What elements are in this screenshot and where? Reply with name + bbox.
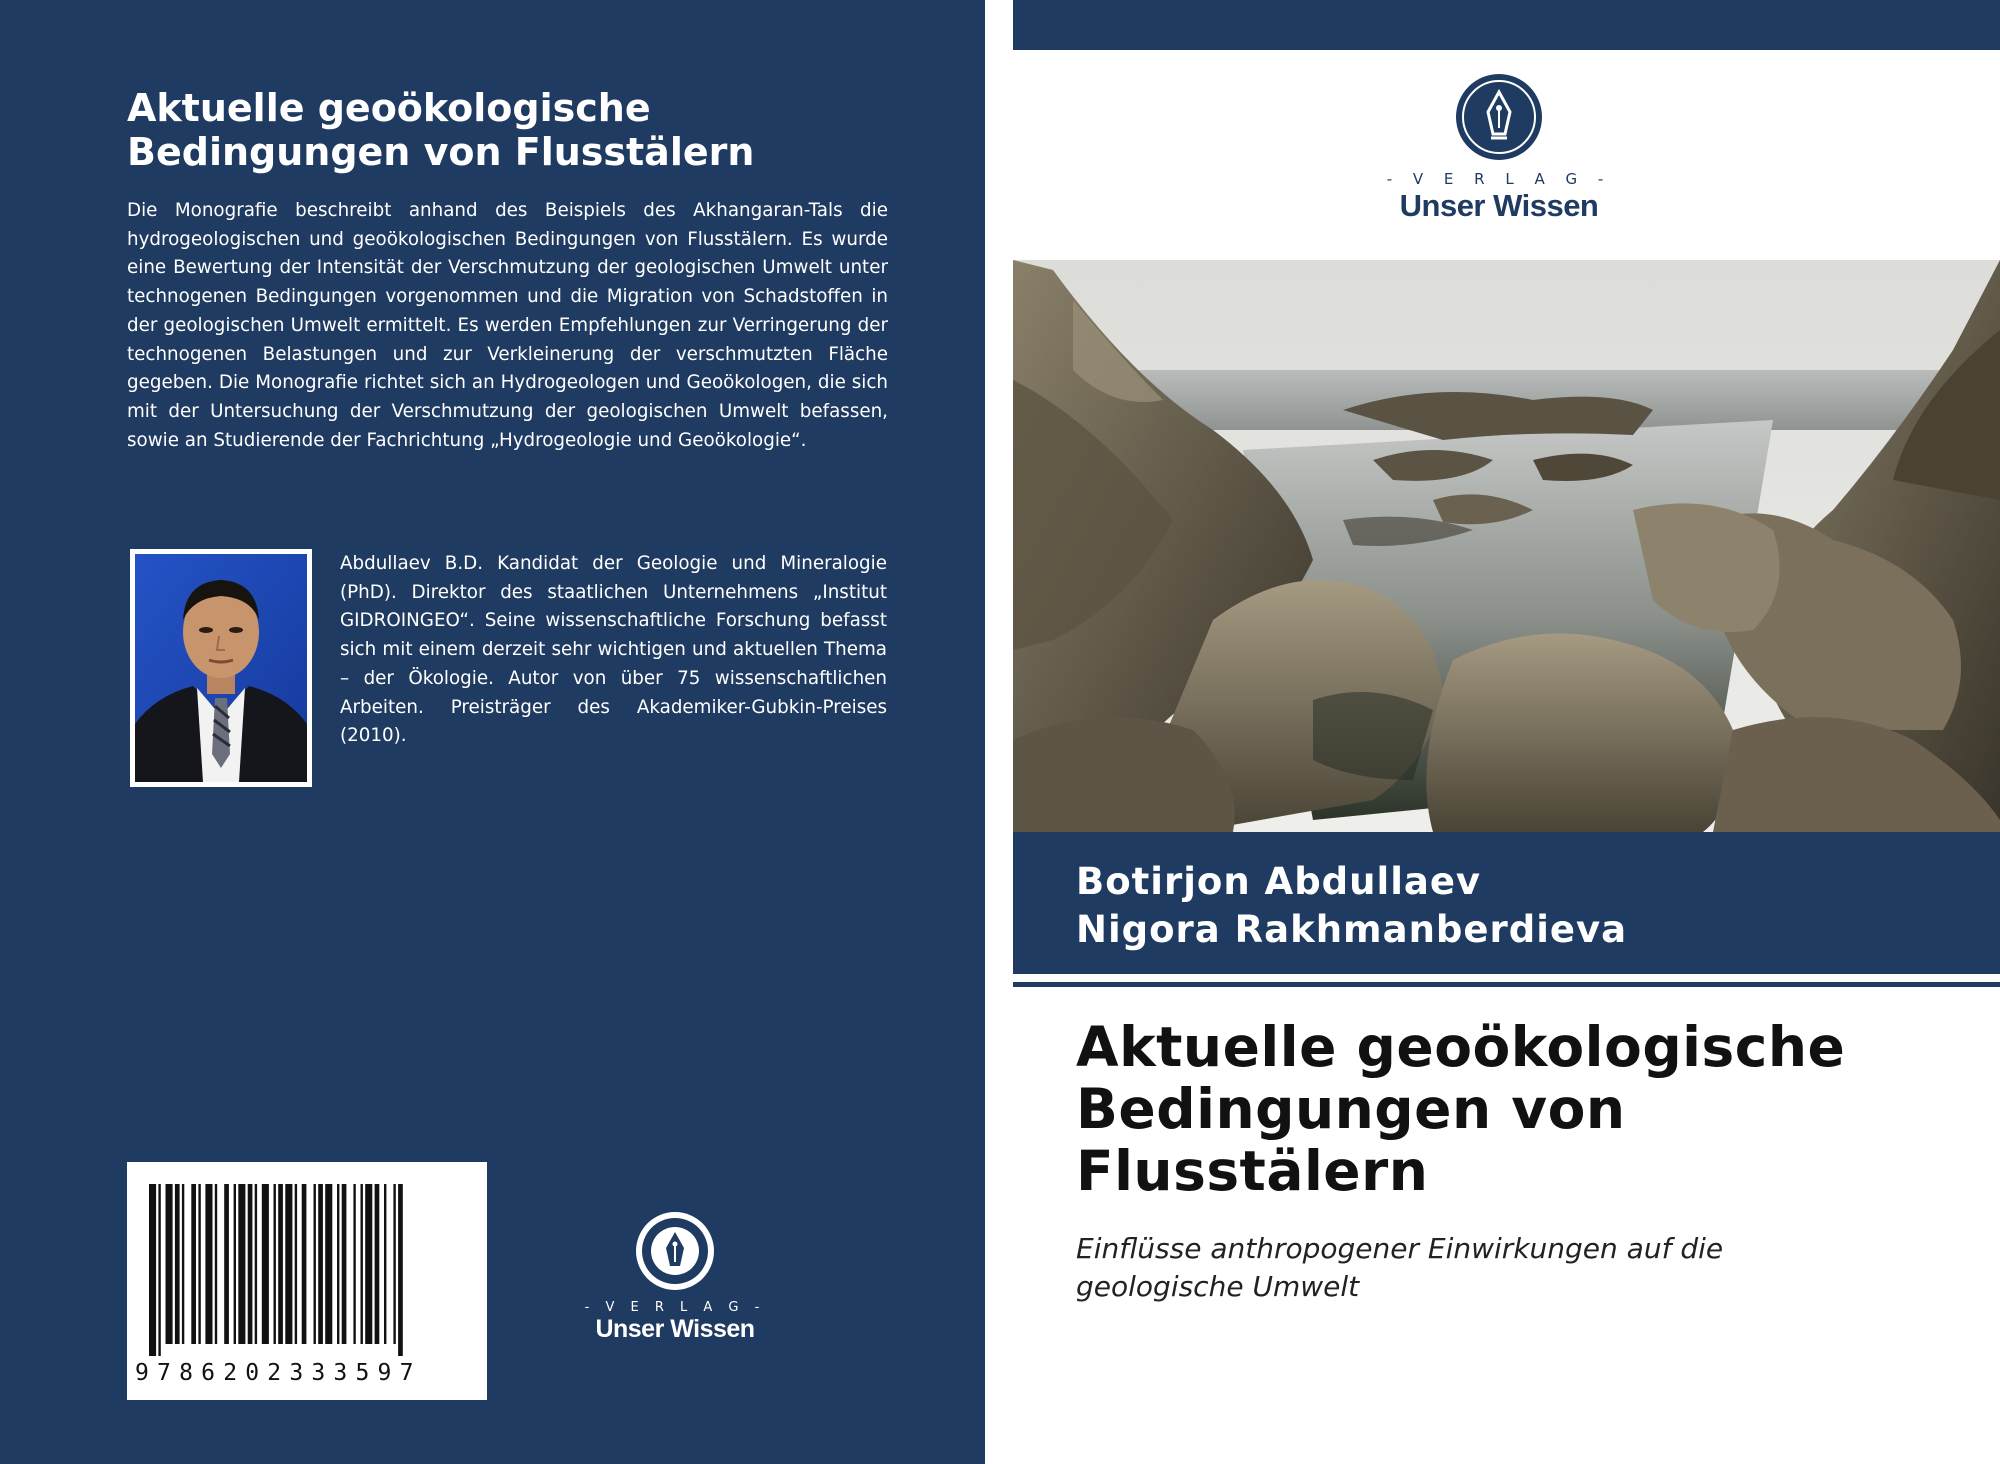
author-photo — [130, 549, 312, 787]
barcode-bar — [295, 1184, 297, 1344]
barcode-bar — [314, 1184, 316, 1344]
barcode-bar — [278, 1184, 283, 1344]
barcode-bar — [158, 1184, 160, 1356]
author-name-2: Nigora Rakhmanberdieva — [1076, 908, 1628, 951]
barcode-bar — [274, 1184, 276, 1344]
author-portrait — [135, 554, 307, 782]
barcode-bar — [224, 1184, 229, 1344]
back-publisher-logo — [570, 1210, 780, 1344]
barcode-bar — [318, 1184, 323, 1344]
barcode-bar — [262, 1184, 269, 1344]
divider-rule — [1013, 982, 2000, 987]
isbn-barcode — [127, 1162, 487, 1400]
front-cover — [1013, 0, 2000, 1464]
barcode-bars — [127, 1162, 487, 1362]
barcode-bar — [182, 1184, 184, 1344]
barcode-bar — [361, 1184, 363, 1344]
front-publisher-logo — [1359, 72, 1639, 224]
front-cover-title: Aktuelle geoökologische Bedingungen von Flusstälern — [1076, 1015, 1846, 1203]
barcode-bar — [149, 1184, 156, 1356]
barcode-bar — [384, 1184, 386, 1344]
barcode-bar — [365, 1184, 372, 1344]
back-cover-description: Die Monografie beschreibt anhand des Beispiels des Akhangaran-Tals die hydrogeologischen und geoökologischen Bedingungen von Flusstälern. Es wurde eine Bewertung der Intensität der Verschmutzung der geologischen Umwelt unter technogenen Bedingungen vorgenommen und die Migration von Schadstoffen in der geologischen Umwelt ermittelt. Es werden Empfehlungen zur Verringerung der technogenen Belastungen und zur Verkleinerung der verschmutzten Fläche gegeben. Die Monografie richtet sich an Hydrogeologen und Geoökologen, die sich mit der Untersuchung der Verschmutzung der geologischen Umwelt befassen, sowie an Studierende der Fachrichtung „Hydrogeologie und Geoökologie“. — [127, 200, 888, 451]
front-cover-subtitle: Einflüsse anthropogener Einwirkungen auf die geologische Umwelt — [1076, 1232, 1724, 1303]
barcode-bar — [205, 1184, 212, 1344]
barcode-bar — [285, 1184, 292, 1344]
front-logo-verlag: - V E R L A G - — [1386, 170, 1612, 188]
cover-photo — [1013, 260, 2000, 832]
barcode-bar — [248, 1184, 253, 1344]
isbn-digits: 9786202333597 — [135, 1360, 422, 1386]
barcode-bar — [337, 1184, 339, 1344]
front-top-bar — [1013, 0, 2000, 50]
barcode-bar — [234, 1184, 236, 1344]
barcode-bar — [393, 1184, 395, 1344]
back-cover — [0, 0, 985, 1464]
author-band — [1013, 832, 2000, 974]
barcode-bar — [191, 1184, 196, 1344]
barcode-bar — [198, 1184, 200, 1344]
back-logo-verlag: - V E R L A G - — [584, 1300, 766, 1315]
barcode-bar — [255, 1184, 257, 1344]
barcode-bar — [375, 1184, 380, 1344]
fountain-pen-nib-icon — [634, 1210, 716, 1292]
author-bio: Abdullaev B.D. Kandidat der Geologie und Mineralogie (PhD). Direktor des staatlichen Unternehmens „Institut GIDROINGEO“. Seine wissenschaftliche Forschung befasst sich mit einem derzeit sehr wichtigen und aktuellen Thema – der Ökologie. Autor von über 75 wissenschaftlichen Arbeiten. Preisträger des Akademiker-Gubkin-Preises (2010). — [340, 553, 887, 747]
fountain-pen-nib-icon — [1454, 72, 1544, 162]
barcode-bar — [342, 1184, 347, 1344]
front-logo-brand: Unser Wissen — [1399, 188, 1599, 223]
back-logo-brand: Unser Wissen — [595, 1315, 755, 1343]
rocky-coastline-tidepool — [1013, 260, 2000, 832]
barcode-bar — [175, 1184, 180, 1344]
barcode-bar — [398, 1184, 403, 1356]
back-cover-title: Aktuelle geoökologische Bedingungen von Flusstälern — [127, 86, 755, 174]
barcode-bar — [353, 1184, 355, 1344]
author-name-1: Botirjon Abdullaev — [1076, 860, 1482, 903]
barcode-bar — [215, 1184, 217, 1344]
barcode-bar — [302, 1184, 307, 1344]
barcode-bar — [166, 1184, 173, 1344]
barcode-bar — [325, 1184, 332, 1344]
barcode-bar — [238, 1184, 245, 1344]
